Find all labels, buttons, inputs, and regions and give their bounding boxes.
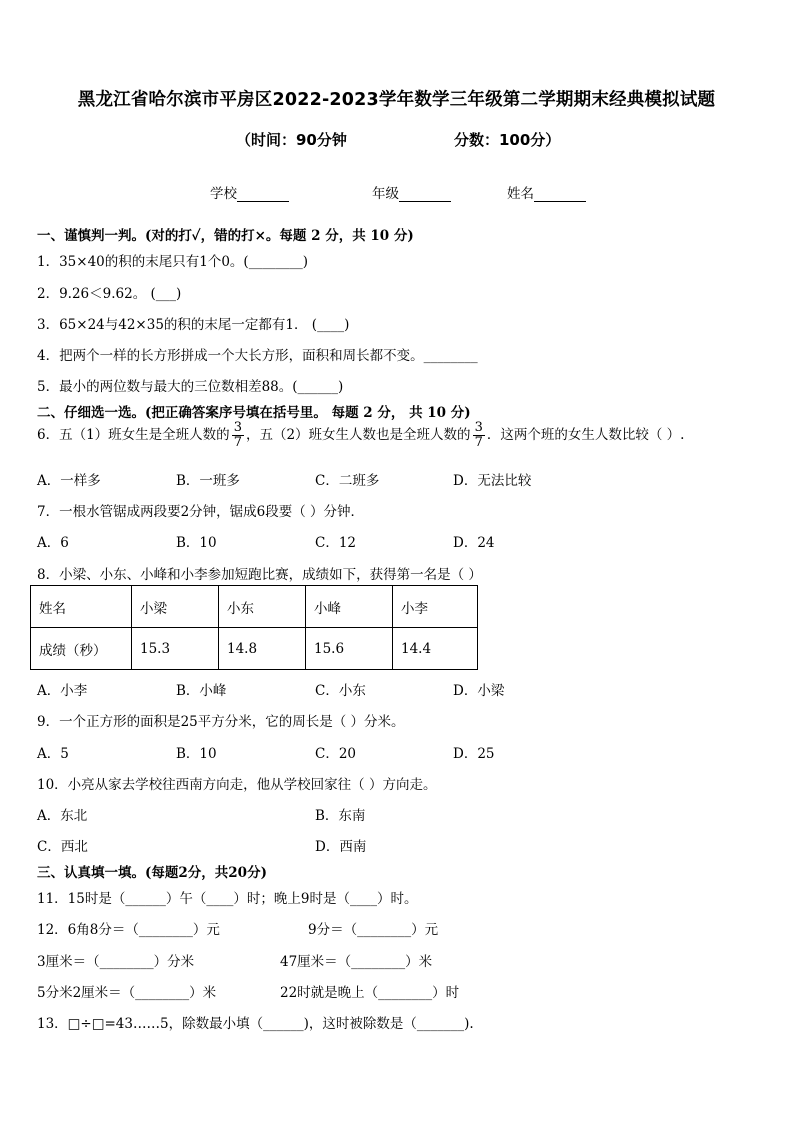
table-cell: 姓名	[31, 586, 132, 628]
q9-option-c[interactable]: C．20	[315, 746, 357, 762]
table-cell: 15.6	[306, 628, 393, 670]
table-row	[31, 586, 478, 628]
question-6	[37, 421, 684, 450]
q7-option-d[interactable]: D．24	[453, 535, 495, 551]
q6-part-b: ，五（2）班女生人数也是全班人数的	[245, 427, 471, 443]
q7-option-a[interactable]: A．6	[37, 535, 69, 551]
grade-label: 年级	[372, 186, 399, 202]
q9-option-b[interactable]: B．10	[176, 746, 217, 762]
table-cell: 15.3	[132, 628, 219, 670]
race-results-table	[30, 585, 478, 670]
q6-option-c[interactable]: C．二班多	[315, 473, 380, 489]
q10-option-a[interactable]: A．东北	[37, 808, 88, 824]
q9-option-a[interactable]: A．5	[37, 746, 69, 762]
question-12-e: 5分米2厘米＝（________）米	[37, 985, 217, 1001]
q10-option-b[interactable]: B．东南	[315, 808, 366, 824]
section-3-heading: 三、认真填一填。(每题2分，共20分)	[37, 865, 267, 881]
fraction-numerator: 3	[233, 420, 242, 435]
question-7: 7．一根水管锯成两段要2分钟，锯成6段要（ ）分钟．	[37, 504, 365, 520]
fraction-denominator: 7	[233, 435, 242, 450]
q6-option-a[interactable]: A．一样多	[37, 473, 101, 489]
q9-option-d[interactable]: D．25	[453, 746, 495, 762]
table-cell: 14.4	[393, 628, 478, 670]
question-9: 9．一个正方形的面积是25平方分米，它的周长是（ ）分米。	[37, 714, 405, 730]
q7-option-b[interactable]: B．10	[176, 535, 217, 551]
question-12-d: 47厘米＝（________）米	[280, 954, 433, 970]
table-row	[31, 628, 478, 670]
table-cell: 小东	[219, 586, 306, 628]
school-blank[interactable]	[237, 187, 289, 202]
q6-part-c: ．这两个班的女生人数比较（ ）.	[486, 427, 685, 443]
section-1-heading: 一、谨慎判一判。(对的打✓，错的打×。每题 2 分，共 10 分)	[37, 228, 414, 244]
question-12-c: 3厘米＝（________）分米	[37, 954, 195, 970]
question-10: 10．小亮从家去学校往西南方向走，他从学校回家往（ ）方向走。	[37, 777, 437, 793]
question-13: 13．□÷□=43……5，除数最小填（______)，这时被除数是（_______).	[37, 1016, 474, 1032]
q8-option-d[interactable]: D．小梁	[453, 683, 505, 699]
name-blank[interactable]	[534, 187, 586, 202]
question-5: 5．最小的两位数与最大的三位数相差88。(______)	[37, 379, 344, 395]
name-field[interactable]	[507, 182, 586, 202]
table-cell: 小梁	[132, 586, 219, 628]
exam-title: 黑龙江省哈尔滨市平房区2022-2023学年数学三年级第二学期期末经典模拟试题	[77, 90, 716, 110]
q10-option-c[interactable]: C．西北	[37, 839, 88, 855]
question-8: 8．小梁、小东、小峰和小李参加短跑比赛，成绩如下，获得第一名是（ ）	[37, 567, 482, 583]
q6-part-a: 6．五（1）班女生是全班人数的	[37, 427, 230, 443]
question-3: 3．65×24与42×35的积的末尾一定都有1． (____)	[37, 317, 350, 333]
grade-field[interactable]	[372, 182, 451, 202]
question-11: 11．15时是（______）午（____）时；晚上9时是（____）时。	[37, 891, 418, 907]
exam-score: 分数：100分）	[454, 131, 561, 149]
question-1: 1．35×40的积的末尾只有1个0。(________)	[37, 254, 308, 270]
q8-option-b[interactable]: B．小峰	[176, 683, 227, 699]
table-cell: 14.8	[219, 628, 306, 670]
table-cell: 成绩（秒）	[31, 628, 132, 670]
school-field[interactable]	[210, 182, 289, 202]
question-4: 4．把两个一样的长方形拼成一个大长方形，面积和周长都不变。________	[37, 348, 478, 364]
table-cell: 小峰	[306, 586, 393, 628]
q6-option-d[interactable]: D．无法比较	[453, 473, 532, 489]
q8-option-c[interactable]: C．小东	[315, 683, 366, 699]
school-label: 学校	[210, 186, 237, 202]
question-12-a: 12．6角8分＝（________）元	[37, 922, 220, 938]
exam-time: （时间：90分钟	[236, 131, 347, 149]
fraction-denominator: 7	[474, 435, 483, 450]
question-12-b: 9分＝（________）元	[308, 922, 439, 938]
table-cell: 小李	[393, 586, 478, 628]
fraction-3-7	[473, 421, 485, 450]
question-2: 2．9.26＜9.62。 (___)	[37, 286, 182, 302]
fraction-3-7	[232, 421, 244, 450]
section-2-heading: 二、仔细选一选。(把正确答案序号填在括号里。 每题 2 分， 共 10 分)	[37, 405, 471, 421]
question-12-f: 22时就是晚上（________）时	[280, 985, 460, 1001]
q10-option-d[interactable]: D．西南	[315, 839, 367, 855]
q8-option-a[interactable]: A．小李	[37, 683, 88, 699]
fraction-numerator: 3	[474, 420, 483, 435]
q6-option-b[interactable]: B．一班多	[176, 473, 240, 489]
q7-option-c[interactable]: C．12	[315, 535, 357, 551]
grade-blank[interactable]	[399, 187, 451, 202]
name-label: 姓名	[507, 186, 534, 202]
